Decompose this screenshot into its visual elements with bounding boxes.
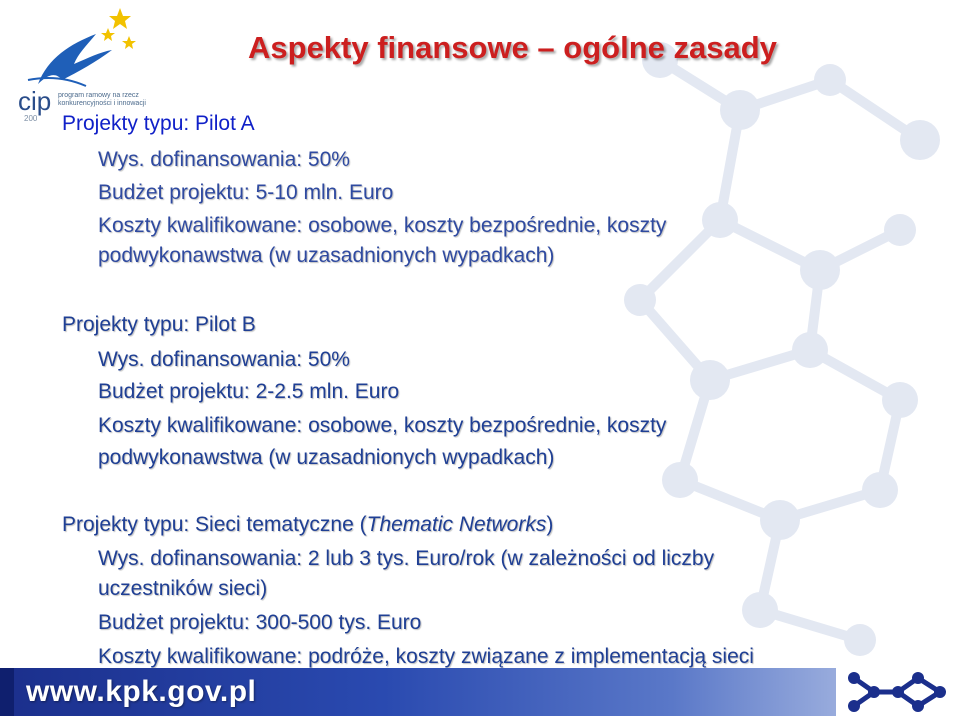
slide-title: Aspekty finansowe – ogólne zasady bbox=[248, 30, 777, 65]
footer-stripe bbox=[0, 668, 14, 716]
athlete-swoosh-icon bbox=[38, 34, 112, 84]
heading-prefix: Projekty typu: Sieci tematyczne ( bbox=[62, 513, 367, 536]
heading-italic: Thematic Networks bbox=[366, 513, 547, 536]
section-heading-pilot-a: Projekty typu: Pilot A bbox=[62, 112, 255, 135]
networks-cofinancing-line-2: uczestników sieci) bbox=[98, 577, 268, 600]
networks-budget: Budżet projektu: 300-500 tys. Euro bbox=[98, 611, 422, 634]
logo-year: 200 bbox=[24, 114, 38, 123]
kpk-network-logo-icon bbox=[836, 668, 960, 716]
logo-subtitle-line-2: konkurencyjności i innowacji bbox=[58, 100, 146, 107]
networks-cofinancing-line-1: Wys. dofinansowania: 2 lub 3 tys. Euro/rok (w zależności od liczby bbox=[98, 547, 715, 570]
pilot-b-budget: Budżet projektu: 2-2.5 mln. Euro bbox=[98, 380, 400, 403]
pilot-b-cofinancing: Wys. dofinansowania: 50% bbox=[98, 348, 350, 371]
heading-suffix: ) bbox=[546, 513, 554, 536]
pilot-a-costs-line-1: Koszty kwalifikowane: osobowe, koszty bezpośrednie, koszty bbox=[98, 214, 667, 237]
pilot-a-costs-line-2: podwykonawstwa (w uzasadnionych wypadkach) bbox=[98, 244, 555, 267]
pilot-a-budget: Budżet projektu: 5-10 mln. Euro bbox=[98, 181, 394, 204]
star-icon bbox=[101, 8, 136, 49]
pilot-b-costs-line-2: podwykonawstwa (w uzasadnionych wypadkach) bbox=[98, 446, 555, 469]
logo-wordmark: cip bbox=[18, 86, 52, 116]
logo-subtitle-line-1: program ramowy na rzecz bbox=[58, 92, 139, 99]
networks-costs: Koszty kwalifikowane: podróże, koszty związane z implementacją sieci bbox=[98, 645, 754, 668]
pilot-b-costs-line-1: Koszty kwalifikowane: osobowe, koszty bezpośrednie, koszty bbox=[98, 414, 667, 437]
section-heading-pilot-b: Projekty typu: Pilot B bbox=[62, 313, 256, 336]
logo-subtitle bbox=[58, 92, 168, 108]
section-heading-thematic-networks bbox=[62, 513, 553, 537]
footer-bar bbox=[0, 668, 960, 716]
footer-url[interactable]: www.kpk.gov.pl bbox=[26, 675, 257, 708]
pilot-a-cofinancing: Wys. dofinansowania: 50% bbox=[98, 148, 350, 171]
